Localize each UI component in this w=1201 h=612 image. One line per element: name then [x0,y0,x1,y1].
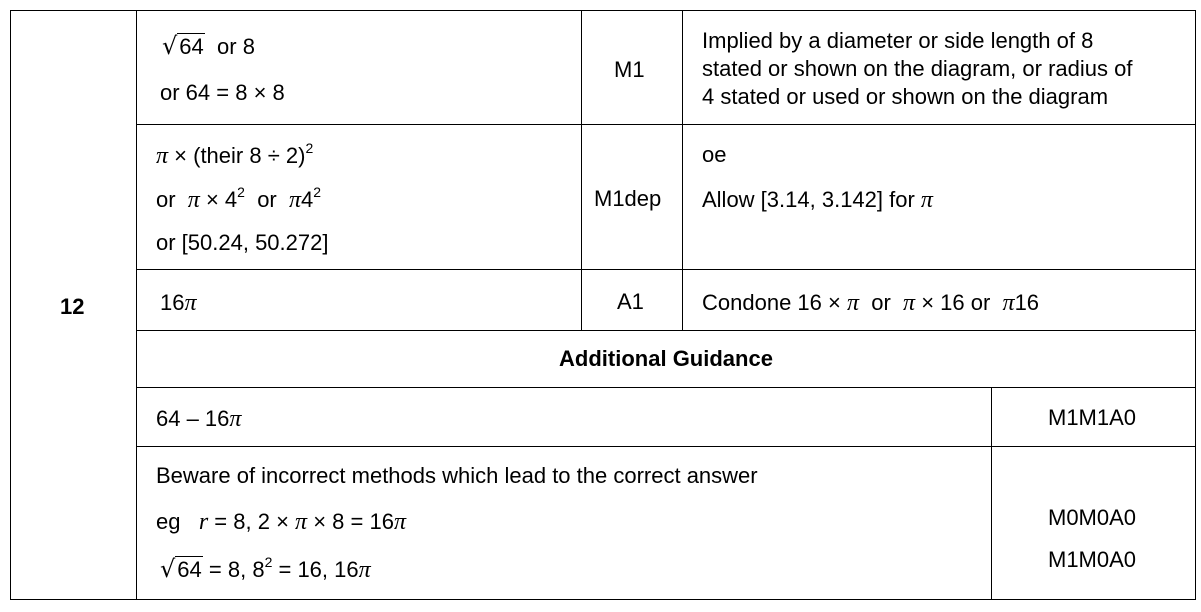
row-divider-5 [136,446,1196,447]
divider-mark-comment [682,10,683,330]
square-root: √64 [162,32,204,60]
working-line: √64 or 8 [162,32,255,60]
row-divider-2 [136,269,1196,270]
working-line: 16π [160,290,197,316]
mark-code: M1 [614,57,645,82]
comment-line: oe [702,142,727,167]
guidance-mark: M1M1A0 [1048,405,1137,430]
comment-line: Allow [3.14, 3.142] for π [702,187,933,213]
row-divider-3 [136,330,1196,331]
guidance-mark: M0M0A0 [1048,505,1137,530]
mark-code: M1dep [594,186,662,211]
comment-line: 4 stated or used or shown on the diagram [702,84,1109,109]
guidance-text: eg r = 8, 2 × π × 8 = 16π [156,509,406,535]
square-root: √64 [160,555,202,583]
comment-line: Implied by a diameter or side length of 8 [702,28,1094,53]
guidance-text: Beware of incorrect methods which lead to the correct answer [156,463,758,488]
working-line: or $\pi \times 4^2$ or $\pi 4^2$ [156,184,322,213]
question-number: 12 [60,294,85,319]
divider-working-mark [581,10,582,330]
divider-question-column [136,10,137,600]
guidance-heading: Additional Guidance [559,346,773,371]
comment-line: stated or shown on the diagram, or radius of [702,56,1133,81]
guidance-mark: M1M0A0 [1048,547,1137,572]
comment-line: Condone 16 × π or π × 16 or π16 [702,290,1040,316]
working-line: π × (their 8 ÷ 2)$^2$ [156,140,314,169]
working-line: or [50.24, 50.272] [156,230,329,255]
divider-guidance-mark [991,387,992,600]
mark-code: A1 [617,289,644,314]
row-divider-4 [136,387,1196,388]
guidance-text: √64 = 8, $8^2 = 16$, 16π [160,554,371,583]
working-line: or 64 = 8 × 8 [160,80,285,105]
guidance-text: 64 – 16π [156,406,242,432]
row-divider-1 [136,124,1196,125]
